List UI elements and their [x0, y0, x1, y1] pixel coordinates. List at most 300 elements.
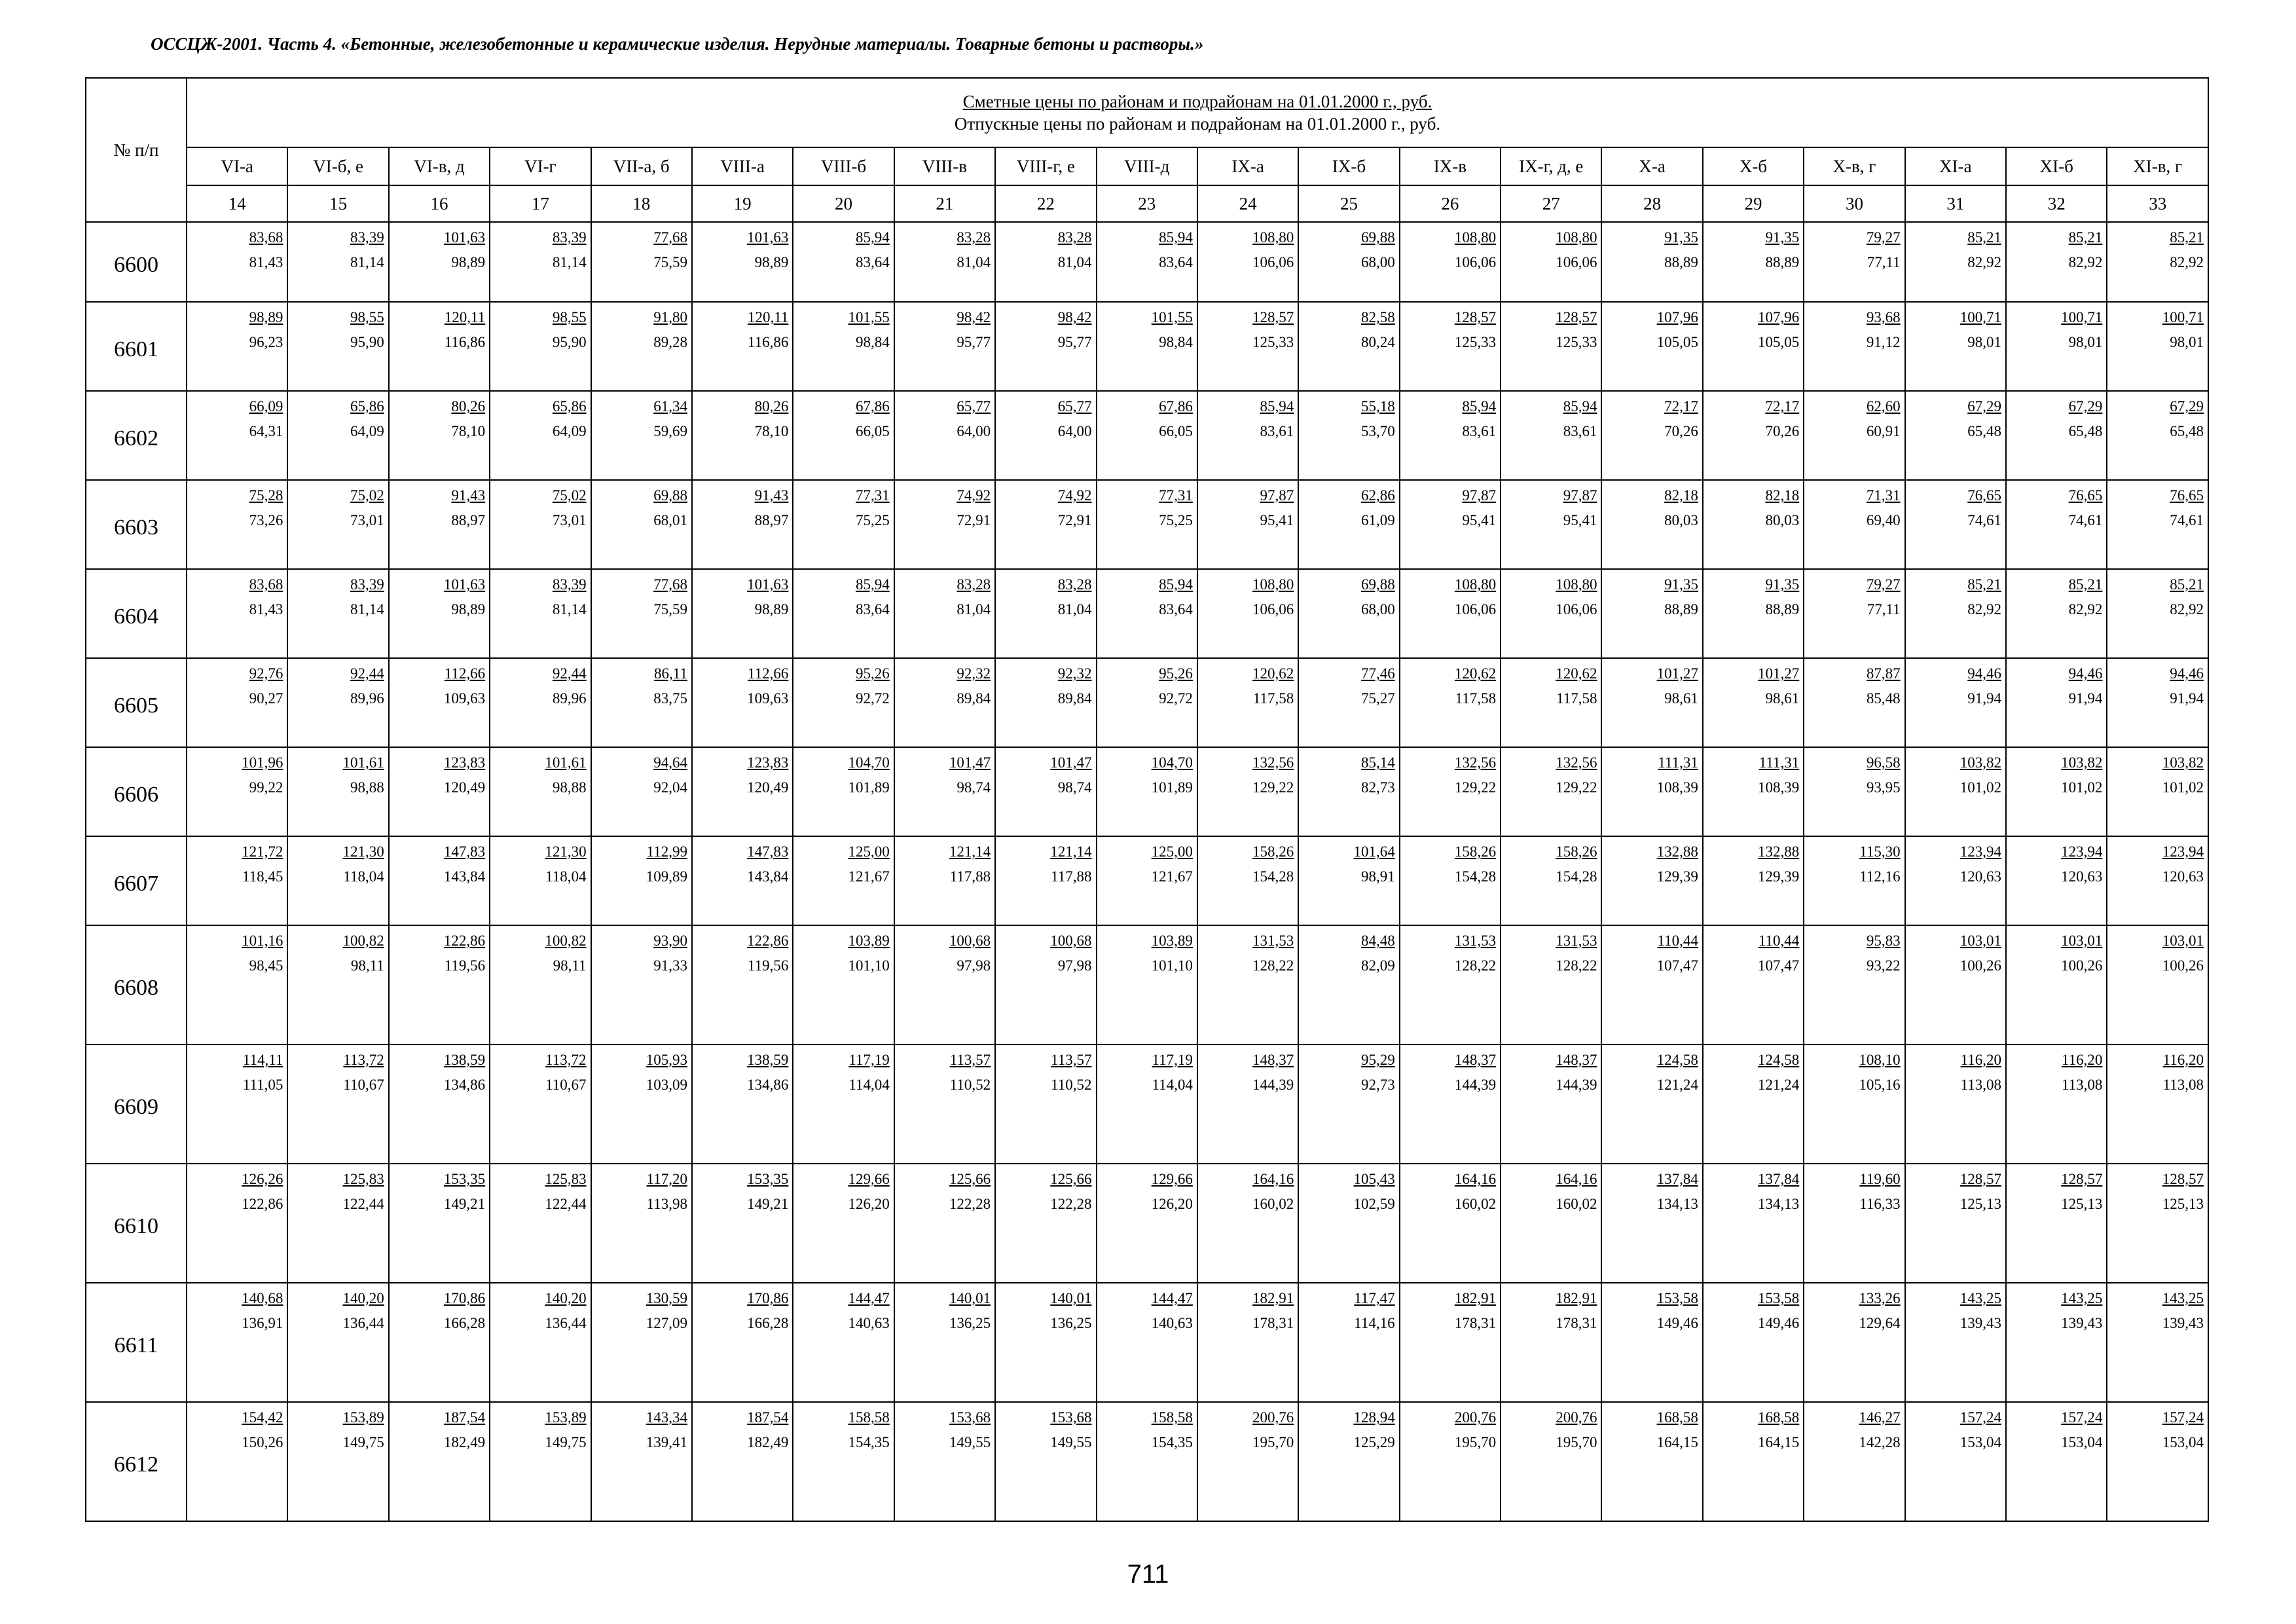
region-header-row — [86, 147, 2208, 185]
release-price: 136,91 — [242, 1315, 283, 1331]
price-cell — [287, 1283, 388, 1402]
row-code: 6607 — [86, 836, 187, 925]
release-price: 75,25 — [855, 512, 890, 528]
estimate-price: 157,24 — [2162, 1409, 2204, 1426]
release-price: 82,92 — [2170, 601, 2204, 618]
release-price: 88,97 — [451, 512, 486, 528]
estimate-price: 85,21 — [2170, 229, 2204, 246]
price-cell — [692, 302, 793, 391]
release-price: 82,73 — [1360, 779, 1395, 796]
release-price: 89,28 — [653, 334, 687, 350]
estimate-price: 100,71 — [2061, 309, 2103, 325]
release-price: 139,43 — [2162, 1315, 2204, 1331]
release-price: 91,33 — [653, 957, 687, 974]
price-cell — [1501, 222, 1601, 302]
price-cell — [1298, 480, 1399, 569]
estimate-price: 121,14 — [1050, 843, 1092, 860]
price-cell — [2006, 836, 2107, 925]
release-price: 128,22 — [1454, 957, 1497, 974]
column-index: 33 — [2107, 185, 2208, 222]
estimate-price: 75,02 — [552, 487, 587, 504]
price-cell — [1197, 1164, 1298, 1283]
estimate-price: 83,39 — [350, 576, 384, 593]
price-cell — [2006, 569, 2107, 658]
region-header: XI-а — [1905, 147, 2006, 185]
region-header: VI-а — [187, 147, 287, 185]
release-price: 110,52 — [1051, 1077, 1092, 1093]
price-cell — [1197, 1044, 1298, 1164]
release-price: 121,67 — [848, 868, 890, 885]
release-price: 81,04 — [957, 601, 991, 618]
price-cell — [1097, 747, 1197, 836]
release-price: 144,39 — [1556, 1077, 1597, 1093]
price-cell — [793, 658, 894, 747]
price-cell — [490, 222, 591, 302]
release-price: 81,04 — [1057, 254, 1092, 270]
estimate-price: 93,68 — [1866, 309, 1901, 325]
estimate-price: 85,21 — [2068, 576, 2103, 593]
release-price: 118,04 — [545, 868, 587, 885]
release-price: 134,13 — [1758, 1196, 1800, 1212]
estimate-price: 126,26 — [242, 1171, 283, 1187]
estimate-price: 187,54 — [443, 1409, 486, 1426]
estimate-price: 98,89 — [249, 309, 283, 325]
price-cell — [2107, 569, 2208, 658]
estimate-price: 101,61 — [545, 754, 587, 771]
price-cell — [1501, 1283, 1601, 1402]
estimate-price: 61,34 — [653, 398, 687, 415]
price-cell — [1703, 222, 1804, 302]
price-cell — [187, 391, 287, 480]
estimate-price: 123,83 — [747, 754, 789, 771]
estimate-price: 147,83 — [747, 843, 789, 860]
price-cell — [1400, 1402, 1501, 1521]
estimate-price: 113,57 — [949, 1052, 991, 1068]
release-price: 98,11 — [553, 957, 587, 974]
release-price: 136,44 — [342, 1315, 384, 1331]
price-cell — [793, 480, 894, 569]
estimate-price: 101,55 — [848, 309, 890, 325]
price-cell — [1703, 747, 1804, 836]
release-price: 105,05 — [1758, 334, 1800, 350]
price-cell — [1298, 1164, 1399, 1283]
price-cell — [490, 480, 591, 569]
row-code: 6602 — [86, 391, 187, 480]
release-price: 98,89 — [451, 601, 486, 618]
release-price: 119,56 — [444, 957, 486, 974]
estimate-price: 79,27 — [1866, 576, 1901, 593]
price-cell — [1197, 222, 1298, 302]
price-cell — [287, 836, 388, 925]
price-cell — [389, 222, 490, 302]
release-price: 70,26 — [1664, 423, 1698, 439]
estimate-price: 129,66 — [1151, 1171, 1193, 1187]
estimate-price: 103,01 — [2162, 932, 2204, 949]
price-cell — [1400, 480, 1501, 569]
release-price: 95,77 — [1057, 334, 1092, 350]
price-cell — [692, 925, 793, 1044]
price-cell — [692, 1283, 793, 1402]
estimate-price: 65,86 — [350, 398, 384, 415]
estimate-price: 130,59 — [646, 1290, 687, 1306]
column-index: 32 — [2006, 185, 2107, 222]
estimate-price: 92,32 — [1057, 665, 1092, 682]
estimate-price: 116,20 — [2062, 1052, 2103, 1068]
release-price: 96,23 — [249, 334, 283, 350]
row-code: 6611 — [86, 1283, 187, 1402]
price-cell — [1804, 480, 1904, 569]
column-index: 21 — [894, 185, 995, 222]
release-price: 195,70 — [1556, 1434, 1597, 1450]
estimate-price: 123,94 — [2162, 843, 2204, 860]
price-cell — [1400, 836, 1501, 925]
price-cell — [1703, 1402, 1804, 1521]
release-price: 129,22 — [1454, 779, 1497, 796]
release-price: 109,63 — [747, 690, 789, 707]
estimate-price: 143,25 — [2162, 1290, 2204, 1306]
release-price: 117,58 — [1455, 690, 1497, 707]
release-price: 73,01 — [552, 512, 587, 528]
estimate-price: 119,60 — [1859, 1171, 1901, 1187]
estimate-price: 101,47 — [1050, 754, 1092, 771]
price-cell — [1400, 222, 1501, 302]
price-cell — [1601, 1164, 1702, 1283]
release-price: 121,24 — [1656, 1077, 1698, 1093]
estimate-price: 164,16 — [1556, 1171, 1597, 1187]
release-price: 53,70 — [1360, 423, 1395, 439]
price-cell — [1804, 222, 1904, 302]
price-cell — [995, 569, 1096, 658]
estimate-price: 117,19 — [848, 1052, 890, 1068]
price-cell — [793, 747, 894, 836]
release-price: 195,70 — [1252, 1434, 1294, 1450]
estimate-price: 95,83 — [1866, 932, 1901, 949]
estimate-price: 115,30 — [1859, 843, 1901, 860]
estimate-price: 170,86 — [747, 1290, 789, 1306]
price-cell — [1197, 569, 1298, 658]
price-cell — [591, 836, 692, 925]
price-cell — [1298, 222, 1399, 302]
estimate-price: 72,17 — [1765, 398, 1800, 415]
price-cell — [1905, 480, 2006, 569]
price-cell — [389, 1283, 490, 1402]
price-cell — [1905, 1044, 2006, 1164]
price-cell — [1400, 1044, 1501, 1164]
estimate-price: 120,62 — [1252, 665, 1294, 682]
estimate-price: 74,92 — [1057, 487, 1092, 504]
estimate-price: 107,96 — [1758, 309, 1800, 325]
estimate-price: 123,94 — [2061, 843, 2103, 860]
estimate-price: 103,89 — [848, 932, 890, 949]
release-price: 91,94 — [2170, 690, 2204, 707]
price-cell — [1197, 1402, 1298, 1521]
estimate-price: 84,48 — [1360, 932, 1395, 949]
price-cell — [490, 302, 591, 391]
estimate-price: 65,77 — [957, 398, 991, 415]
estimate-price: 144,47 — [848, 1290, 890, 1306]
price-cell — [1804, 1283, 1904, 1402]
price-cell — [1703, 1164, 1804, 1283]
price-cell — [490, 658, 591, 747]
release-price: 122,86 — [242, 1196, 283, 1212]
price-cell — [1501, 1402, 1601, 1521]
price-cell — [793, 222, 894, 302]
price-cell — [1804, 1402, 1904, 1521]
estimate-price: 95,26 — [1159, 665, 1193, 682]
estimate-price: 153,89 — [342, 1409, 384, 1426]
price-cell — [591, 391, 692, 480]
estimate-price: 75,28 — [249, 487, 283, 504]
price-cell — [1197, 658, 1298, 747]
release-price: 98,88 — [552, 779, 587, 796]
estimate-price: 148,37 — [1252, 1052, 1294, 1068]
price-cell — [1298, 925, 1399, 1044]
estimate-price: 71,31 — [1866, 487, 1901, 504]
column-index: 19 — [692, 185, 793, 222]
estimate-price: 83,28 — [1057, 576, 1092, 593]
price-cell — [287, 480, 388, 569]
price-cell — [692, 1402, 793, 1521]
region-header: IX-б — [1298, 147, 1399, 185]
release-price: 160,02 — [1252, 1196, 1294, 1212]
release-price: 122,44 — [342, 1196, 384, 1212]
price-cell — [2107, 1044, 2208, 1164]
release-price: 139,41 — [646, 1434, 687, 1450]
release-price: 82,92 — [2068, 254, 2103, 270]
price-cell — [995, 1283, 1096, 1402]
estimate-price: 153,58 — [1656, 1290, 1698, 1306]
release-price: 83,64 — [855, 254, 890, 270]
release-price: 60,91 — [1866, 423, 1901, 439]
estimate-price: 94,46 — [1967, 665, 2002, 682]
region-header: IX-в — [1400, 147, 1501, 185]
price-cell — [1400, 1164, 1501, 1283]
estimate-price: 100,68 — [949, 932, 991, 949]
estimate-price: 92,32 — [957, 665, 991, 682]
column-index: 17 — [490, 185, 591, 222]
release-price: 134,86 — [443, 1077, 486, 1093]
release-price: 82,92 — [2170, 254, 2204, 270]
release-price: 144,39 — [1252, 1077, 1294, 1093]
column-index: 23 — [1097, 185, 1197, 222]
estimate-price: 121,30 — [545, 843, 587, 860]
region-header: IX-г, д, е — [1501, 147, 1601, 185]
release-price: 89,96 — [552, 690, 587, 707]
release-price: 129,64 — [1859, 1315, 1901, 1331]
estimate-price: 158,58 — [848, 1409, 890, 1426]
release-price: 154,35 — [848, 1434, 890, 1450]
estimate-price: 83,28 — [1057, 229, 1092, 246]
price-cell — [490, 1402, 591, 1521]
estimate-price: 85,21 — [2170, 576, 2204, 593]
release-price: 178,31 — [1556, 1315, 1597, 1331]
estimate-price: 112,99 — [646, 843, 687, 860]
price-cell — [1905, 1283, 2006, 1402]
release-price: 122,28 — [1050, 1196, 1092, 1212]
estimate-price: 103,01 — [1959, 932, 2002, 949]
release-price: 83,64 — [855, 601, 890, 618]
release-price: 106,06 — [1252, 254, 1294, 270]
price-cell — [2006, 1402, 2107, 1521]
price-cell — [1197, 391, 1298, 480]
estimate-price: 91,35 — [1664, 576, 1698, 593]
release-price: 95,90 — [350, 334, 384, 350]
release-price: 72,91 — [1057, 512, 1092, 528]
release-price: 99,22 — [249, 779, 283, 796]
release-price: 120,63 — [2061, 868, 2103, 885]
release-price: 98,61 — [1664, 690, 1698, 707]
price-cell — [287, 391, 388, 480]
release-price: 100,26 — [2061, 957, 2103, 974]
price-cell — [894, 302, 995, 391]
price-cell — [1905, 658, 2006, 747]
estimate-price: 132,88 — [1656, 843, 1698, 860]
price-cell — [995, 836, 1096, 925]
release-price: 81,14 — [552, 601, 587, 618]
table-row — [86, 1283, 2208, 1402]
release-price: 89,84 — [1057, 690, 1092, 707]
release-price: 101,89 — [848, 779, 890, 796]
release-price: 91,12 — [1866, 334, 1901, 350]
release-price: 154,28 — [1252, 868, 1294, 885]
price-cell — [490, 747, 591, 836]
estimate-price: 111,31 — [1758, 754, 1800, 771]
price-cell — [287, 747, 388, 836]
price-cell — [287, 222, 388, 302]
estimate-price: 83,39 — [350, 229, 384, 246]
column-index: 14 — [187, 185, 287, 222]
release-price: 95,41 — [1260, 512, 1294, 528]
release-price: 126,20 — [848, 1196, 890, 1212]
price-cell — [1905, 1164, 2006, 1283]
release-price: 64,09 — [552, 423, 587, 439]
release-price: 108,39 — [1656, 779, 1698, 796]
estimate-price: 116,20 — [2162, 1052, 2204, 1068]
estimate-price: 158,26 — [1556, 843, 1597, 860]
price-cell — [187, 836, 287, 925]
release-price: 81,14 — [552, 254, 587, 270]
release-price: 127,09 — [646, 1315, 687, 1331]
price-cell — [894, 391, 995, 480]
release-price: 139,43 — [2061, 1315, 2103, 1331]
estimate-price: 85,94 — [1260, 398, 1294, 415]
estimate-price: 103,82 — [2061, 754, 2103, 771]
price-cell — [1804, 1044, 1904, 1164]
price-cell — [1501, 658, 1601, 747]
release-price: 98,74 — [957, 779, 991, 796]
release-price: 113,98 — [646, 1196, 687, 1212]
estimate-price: 128,57 — [1959, 1171, 2002, 1187]
estimate-price: 83,39 — [552, 576, 587, 593]
price-cell — [894, 1164, 995, 1283]
estimate-price: 80,26 — [451, 398, 486, 415]
region-header: X-а — [1601, 147, 1702, 185]
estimate-price: 153,68 — [1050, 1409, 1092, 1426]
release-price: 160,02 — [1556, 1196, 1597, 1212]
estimate-price: 74,92 — [957, 487, 991, 504]
estimate-price: 124,58 — [1656, 1052, 1698, 1068]
estimate-price: 148,37 — [1454, 1052, 1497, 1068]
estimate-price: 83,68 — [249, 576, 283, 593]
price-cell — [187, 302, 287, 391]
release-price: 121,67 — [1151, 868, 1193, 885]
price-cell — [389, 480, 490, 569]
price-cell — [1601, 1402, 1702, 1521]
release-price: 65,48 — [1967, 423, 2002, 439]
release-price: 80,03 — [1765, 512, 1800, 528]
release-price: 73,01 — [350, 512, 384, 528]
estimate-price: 67,29 — [1967, 398, 2002, 415]
price-cell — [995, 391, 1096, 480]
price-cell — [995, 480, 1096, 569]
release-price: 89,84 — [957, 690, 991, 707]
estimate-price: 85,94 — [855, 229, 890, 246]
estimate-price: 76,65 — [2068, 487, 2103, 504]
price-cell — [1501, 391, 1601, 480]
price-cell — [1097, 222, 1197, 302]
release-price: 78,10 — [754, 423, 789, 439]
price-cell — [287, 1164, 388, 1283]
release-price: 80,03 — [1664, 512, 1698, 528]
column-index: 22 — [995, 185, 1096, 222]
price-cell — [2006, 302, 2107, 391]
estimate-price: 77,68 — [653, 229, 687, 246]
release-price: 121,24 — [1758, 1077, 1800, 1093]
price-cell — [1501, 1044, 1601, 1164]
release-price: 95,77 — [957, 334, 991, 350]
price-cell — [2006, 747, 2107, 836]
estimate-price: 101,61 — [342, 754, 384, 771]
estimate-price: 128,57 — [2162, 1171, 2204, 1187]
estimate-price: 85,94 — [855, 576, 890, 593]
column-index: 25 — [1298, 185, 1399, 222]
estimate-price: 105,43 — [1353, 1171, 1395, 1187]
estimate-price: 154,42 — [242, 1409, 283, 1426]
estimate-price: 97,87 — [1260, 487, 1294, 504]
estimate-price: 101,63 — [747, 229, 789, 246]
estimate-price: 200,76 — [1556, 1409, 1597, 1426]
release-price: 134,86 — [747, 1077, 789, 1093]
estimate-price: 76,65 — [2170, 487, 2204, 504]
estimate-price: 122,86 — [747, 932, 789, 949]
release-price: 100,26 — [2162, 957, 2204, 974]
estimate-price: 140,01 — [1050, 1290, 1092, 1306]
release-price: 164,15 — [1656, 1434, 1698, 1450]
estimate-price: 125,66 — [949, 1171, 991, 1187]
table-row — [86, 222, 2208, 302]
estimate-price: 113,72 — [343, 1052, 384, 1068]
estimate-price: 200,76 — [1454, 1409, 1497, 1426]
estimate-price: 97,87 — [1462, 487, 1497, 504]
release-price: 116,86 — [747, 334, 789, 350]
estimate-price: 157,24 — [1959, 1409, 2002, 1426]
release-price: 101,10 — [1151, 957, 1193, 974]
release-price: 98,91 — [1360, 868, 1395, 885]
price-cell — [591, 569, 692, 658]
price-cell — [2006, 1283, 2107, 1402]
release-price: 153,04 — [2061, 1434, 2103, 1450]
release-price: 81,14 — [350, 254, 384, 270]
estimate-price: 92,44 — [552, 665, 587, 682]
price-cell — [692, 480, 793, 569]
release-price: 143,84 — [443, 868, 486, 885]
price-cell — [793, 925, 894, 1044]
release-price: 143,84 — [747, 868, 789, 885]
price-cell — [1601, 1283, 1702, 1402]
estimate-price: 82,58 — [1360, 309, 1395, 325]
release-price: 92,72 — [1159, 690, 1193, 707]
release-price: 65,48 — [2170, 423, 2204, 439]
